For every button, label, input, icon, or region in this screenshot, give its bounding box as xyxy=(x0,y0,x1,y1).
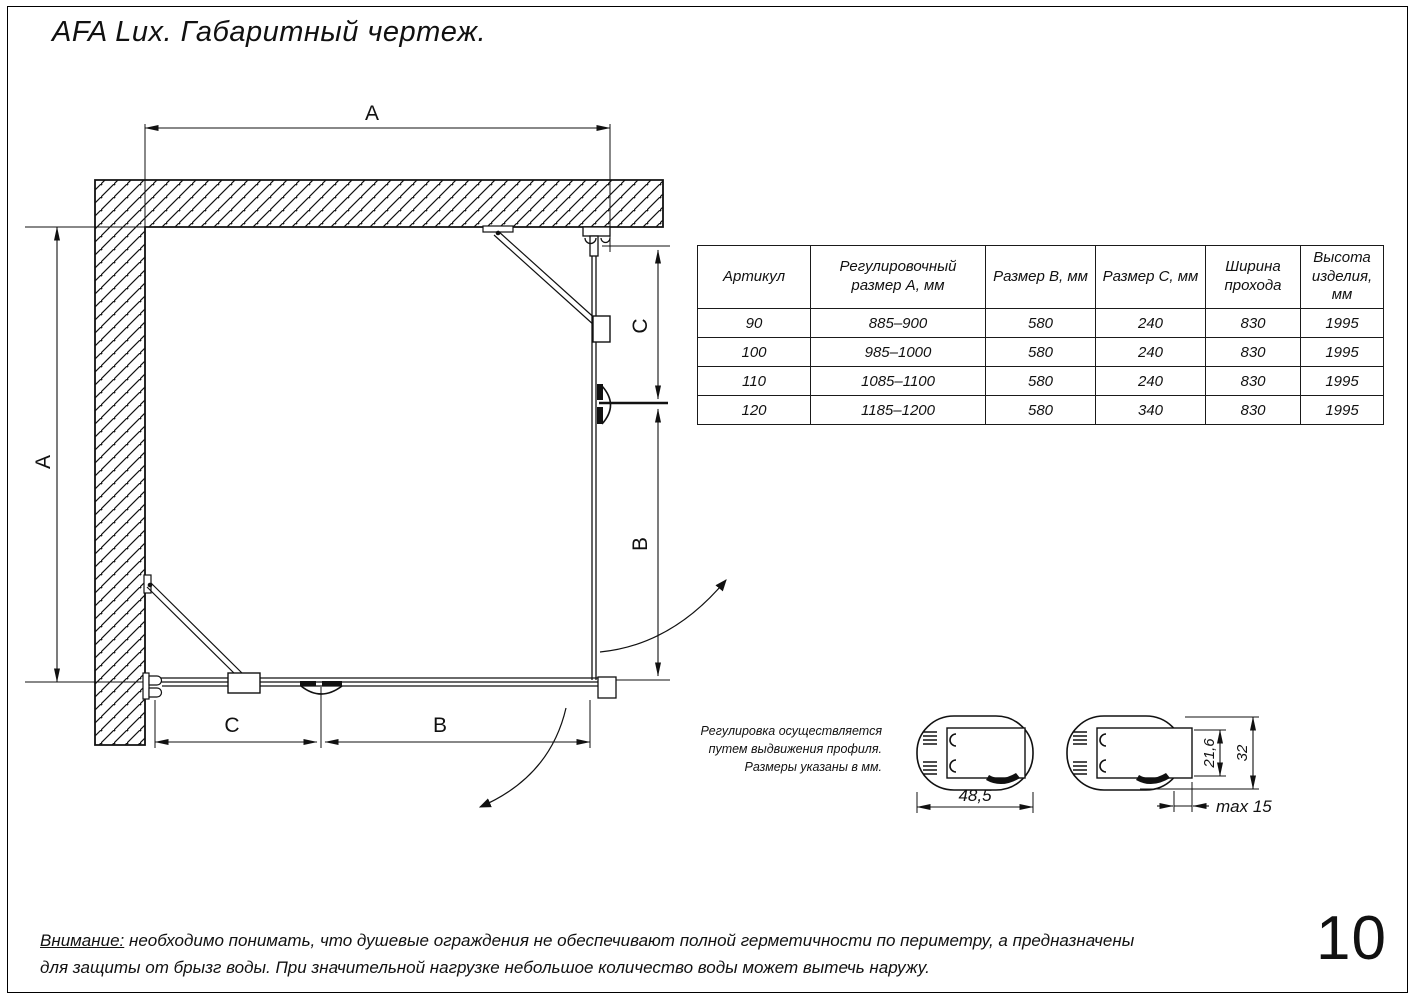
svg-text:32: 32 xyxy=(1234,744,1251,762)
table-cell: 830 xyxy=(1206,338,1301,367)
bottom-glass-door xyxy=(160,678,602,686)
table-header-row xyxy=(698,246,1384,309)
left-wall-profile xyxy=(143,673,162,699)
table-header-cell: Размер С, мм xyxy=(1096,246,1206,309)
page-title: AFA Lux. Габаритный чертеж. xyxy=(52,16,487,48)
table-header-cell: Размер В, мм xyxy=(986,246,1096,309)
dim-a-top xyxy=(145,102,610,128)
table-cell: 1995 xyxy=(1301,367,1384,396)
table-cell: 830 xyxy=(1206,396,1301,425)
dimensions-table xyxy=(697,245,1384,425)
table-cell: 1995 xyxy=(1301,396,1384,425)
svg-text:48,5: 48,5 xyxy=(958,786,992,805)
dim-a-left xyxy=(32,227,57,682)
table-header-cell: Регулировочный размер А, мм xyxy=(811,246,986,309)
dim-c-bottom xyxy=(155,714,317,742)
svg-text:C: C xyxy=(224,714,240,737)
dim-b-bottom xyxy=(325,714,590,742)
table-cell: 340 xyxy=(1096,396,1206,425)
table-cell: 240 xyxy=(1096,367,1206,396)
note-line: путем выдвижения профиля. xyxy=(708,742,882,757)
svg-text:C: C xyxy=(629,318,652,334)
table-row xyxy=(698,338,1384,367)
dim-inner-height-21-6 xyxy=(1194,730,1226,776)
table-cell: 885–900 xyxy=(811,309,986,338)
table-cell: 830 xyxy=(1206,367,1301,396)
profile-section-retracted xyxy=(917,716,1033,813)
svg-text:max 15: max 15 xyxy=(1216,797,1272,816)
table-cell: 580 xyxy=(986,338,1096,367)
profile-sections xyxy=(890,685,1320,835)
note-line: Размеры указаны в мм. xyxy=(744,760,882,775)
table-row xyxy=(698,396,1384,425)
dim-extension-max15 xyxy=(1157,782,1272,816)
table-cell: 240 xyxy=(1096,338,1206,367)
table-cell: 1995 xyxy=(1301,338,1384,367)
table-header-cell: Ширина прохода xyxy=(1206,246,1301,309)
dim-width-48-5 xyxy=(917,786,1033,813)
dim-b-right xyxy=(629,409,658,676)
table-row xyxy=(698,309,1384,338)
svg-text:A: A xyxy=(32,454,55,470)
wall-hatch xyxy=(95,180,663,745)
table-cell: 830 xyxy=(1206,309,1301,338)
dim-c-right xyxy=(629,250,658,399)
svg-text:21,6: 21,6 xyxy=(1201,738,1218,768)
warning-text xyxy=(40,927,1285,981)
warning-line: для защиты от брызг воды. При значительной нагрузке небольшое количество воды может вытечь наружу. xyxy=(40,958,930,978)
bottom-support-brace xyxy=(144,575,260,693)
note-line: Регулировка осуществляется xyxy=(700,724,882,738)
profile-section-extended xyxy=(1067,716,1272,816)
svg-text:A: A xyxy=(364,102,380,125)
table-cell: 110 xyxy=(698,367,811,396)
table-cell: 985–1000 xyxy=(811,338,986,367)
table-cell: 580 xyxy=(986,309,1096,338)
table-cell: 120 xyxy=(698,396,811,425)
table-cell: 1185–1200 xyxy=(811,396,986,425)
table-cell: 240 xyxy=(1096,309,1206,338)
side-glass-panel xyxy=(592,230,596,680)
plan-view-drawing xyxy=(10,80,740,860)
table-header-cell: Артикул xyxy=(698,246,811,309)
adjustment-note xyxy=(690,722,882,776)
top-wall-profile xyxy=(583,227,610,256)
table-cell: 1085–1100 xyxy=(811,367,986,396)
table-cell: 580 xyxy=(986,396,1096,425)
warning-line: Внимание: необходимо понимать, что душевые ограждения не обеспечивают полной герметичности по периметру, а предназначены xyxy=(40,931,1135,950)
table-cell: 90 xyxy=(698,309,811,338)
door-swing-arc-bottom xyxy=(480,708,566,807)
table-row xyxy=(698,367,1384,396)
corner-post xyxy=(598,677,616,698)
table-cell: 580 xyxy=(986,367,1096,396)
door-swing-arc-right xyxy=(600,580,726,652)
table-cell: 100 xyxy=(698,338,811,367)
table-header-cell: Высота изделия, мм xyxy=(1301,246,1384,309)
svg-text:B: B xyxy=(629,536,652,552)
page-number: 10 xyxy=(1316,904,1387,973)
svg-text:B: B xyxy=(432,714,448,737)
table-cell: 1995 xyxy=(1301,309,1384,338)
warning-label: Внимание: xyxy=(40,931,125,950)
